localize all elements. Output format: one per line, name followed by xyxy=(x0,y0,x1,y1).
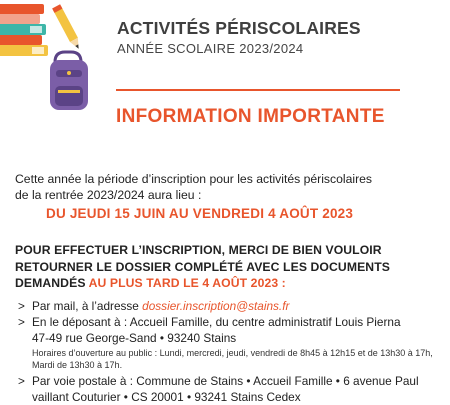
list-item-deposit xyxy=(18,314,438,371)
backpack-icon xyxy=(50,52,88,110)
instructions-line-3 xyxy=(15,275,445,292)
submission-methods-list xyxy=(18,298,438,405)
instructions-line-1: POUR EFFECTUER L’INSCRIPTION, MERCI DE BIEN VOULOIR xyxy=(15,243,382,257)
books-icon xyxy=(0,4,48,56)
divider xyxy=(116,89,400,91)
intro-line-2: de la rentrée 2023/2024 aura lieu : xyxy=(15,188,202,202)
deadline-highlight: AU PLUS TARD LE 4 AOÛT 2023 : xyxy=(88,276,286,290)
instructions-line-3-prefix: DEMANDÉS xyxy=(15,276,86,290)
deposit-line-1: En le déposant à : Accueil Famille, du centre administratif Louis Pierna xyxy=(32,315,401,329)
email-link[interactable]: dossier.inscription@stains.fr xyxy=(142,299,290,313)
chevron-right-icon: > xyxy=(18,299,25,313)
intro-line-1: Cette année la période d’inscription pour les activités périscolaires xyxy=(15,172,373,186)
school-supplies-illustration xyxy=(0,0,110,130)
instructions-line-2: RETOURNER LE DOSSIER COMPLÉTÉ AVEC LES DOCUMENTS xyxy=(15,259,390,274)
school-year-subtitle: ANNÉE SCOLAIRE 2023/2024 xyxy=(117,41,304,56)
chevron-right-icon: > xyxy=(18,315,25,329)
chevron-right-icon: > xyxy=(18,374,25,388)
pencil-icon xyxy=(52,4,82,51)
opening-hours: Horaires d’ouverture au public : Lundi, mercredi, jeudi, vendredi de 8h45 à 12h15 et de 13h30 à 17h, Mardi de 13h30 à 17h. xyxy=(32,348,433,370)
post-line-1: Par voie postale à : Commune de Stains • Accueil Famille • 6 avenue Paul xyxy=(32,374,419,388)
list-item-post xyxy=(18,373,438,405)
instructions xyxy=(15,242,445,292)
page-title: ACTIVITÉS PÉRISCOLAIRES xyxy=(117,18,361,38)
important-heading: INFORMATION IMPORTANTE xyxy=(116,106,385,127)
list-item-email xyxy=(18,298,438,314)
mail-prefix: Par mail, à l’adresse xyxy=(32,299,139,313)
deposit-line-2: 47-49 rue George-Sand • 93240 Stains xyxy=(32,331,237,345)
post-line-2: vaillant Couturier • CS 20001 • 93241 Stains Cedex xyxy=(32,390,301,404)
registration-dates: DU JEUDI 15 JUIN AU VENDREDI 4 AOÛT 2023 xyxy=(46,206,354,221)
intro-text xyxy=(15,171,435,203)
